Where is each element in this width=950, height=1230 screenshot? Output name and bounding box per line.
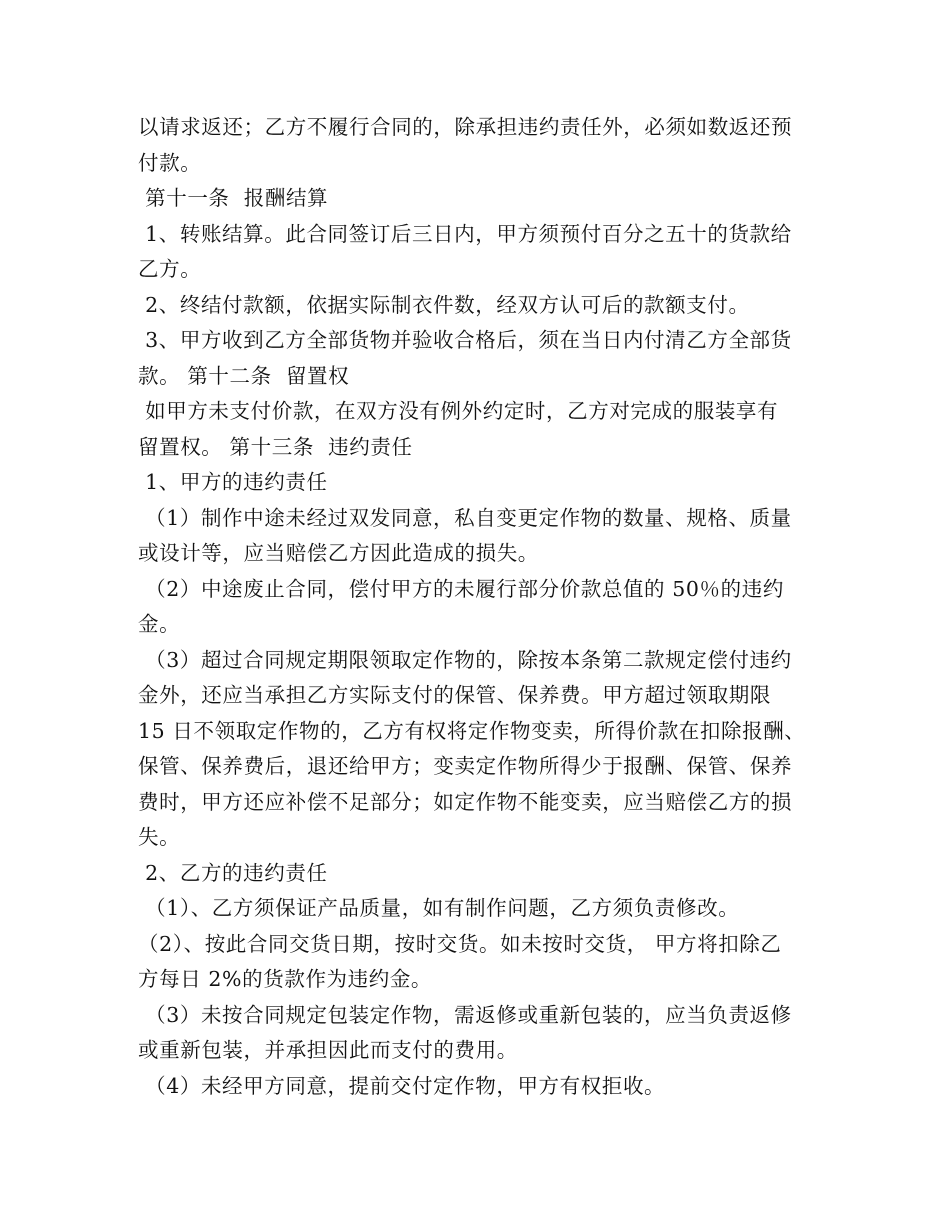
text-line: 金。 (138, 612, 181, 636)
text-line: 保管、保养费后，退还给甲方；变卖定作物所得少于报酬、保管、保养 (138, 754, 793, 778)
text-line: 留置权。 第十三条 违约责任 (138, 434, 413, 459)
text-line: （2）、按此合同交货日期，按时交货。如未按时交货， 甲方将扣除乙 (138, 931, 782, 956)
text-line: 2、乙方的违约责任 (138, 860, 328, 885)
text-line: 款。 第十二条 留置权 (138, 363, 350, 388)
text-line: 方每日 2%的货款作为违约金。 (138, 967, 433, 991)
text-line: 或设计等，应当赔偿乙方因此造成的损失。 (138, 541, 539, 565)
text-line: 1、甲方的违约责任 (138, 470, 328, 494)
text-line: 乙方。 (138, 257, 202, 281)
text-line: 如甲方未支付价款，在双方没有例外约定时，乙方对完成的服装享有 (138, 399, 779, 423)
text-line: 以请求返还；乙方不履行合同的，除承担违约责任外，必须如数返还预 (138, 115, 793, 139)
section-heading: 第十一条 报酬结算 (138, 186, 329, 210)
text-line: 或重新包装，并承担因此而支付的费用。 (138, 1038, 518, 1062)
text-line: 1、转账结算。此合同签订后三日内，甲方须预付百分之五十的货款给 (138, 221, 792, 246)
text-line: （3）超过合同规定期限领取定作物的，除按本条第二款规定偿付违约 (138, 647, 792, 672)
text-line: （1）、乙方须保证产品质量，如有制作问题，乙方须负责修改。 (138, 896, 740, 920)
text-line: 失。 (138, 825, 181, 849)
text-line: 2、终结付款额，依据实际制衣件数，经双方认可后的款额支付。 (138, 292, 750, 317)
text-line: 15 日不领取定作物的，乙方有权将定作物变卖，所得价款在扣除报酬、 (138, 718, 806, 743)
contract-text-body (138, 110, 828, 1104)
text-line: 付款。 (138, 150, 202, 175)
text-line: 金外，还应当承担乙方实际支付的保管、保养费。甲方超过领取期限 (138, 683, 771, 707)
text-line: （4）未经甲方同意，提前交付定作物，甲方有权拒收。 (138, 1073, 666, 1098)
text-line: （1）制作中途未经过双发同意，私自变更定作物的数量、规格、质量 (138, 505, 792, 530)
text-line: 3、甲方收到乙方全部货物并验收合格后，须在当日内付清乙方全部货 (138, 328, 792, 352)
text-line: （3）未按合同规定包装定作物，需返修或重新包装的，应当负责返修 (138, 1002, 792, 1027)
text-line: （2）中途废止合同，偿付甲方的未履行部分价款总值的 50％的违约 (138, 576, 784, 601)
text-line: 费时，甲方还应补偿不足部分；如定作物不能变卖，应当赔偿乙方的损 (138, 789, 793, 814)
